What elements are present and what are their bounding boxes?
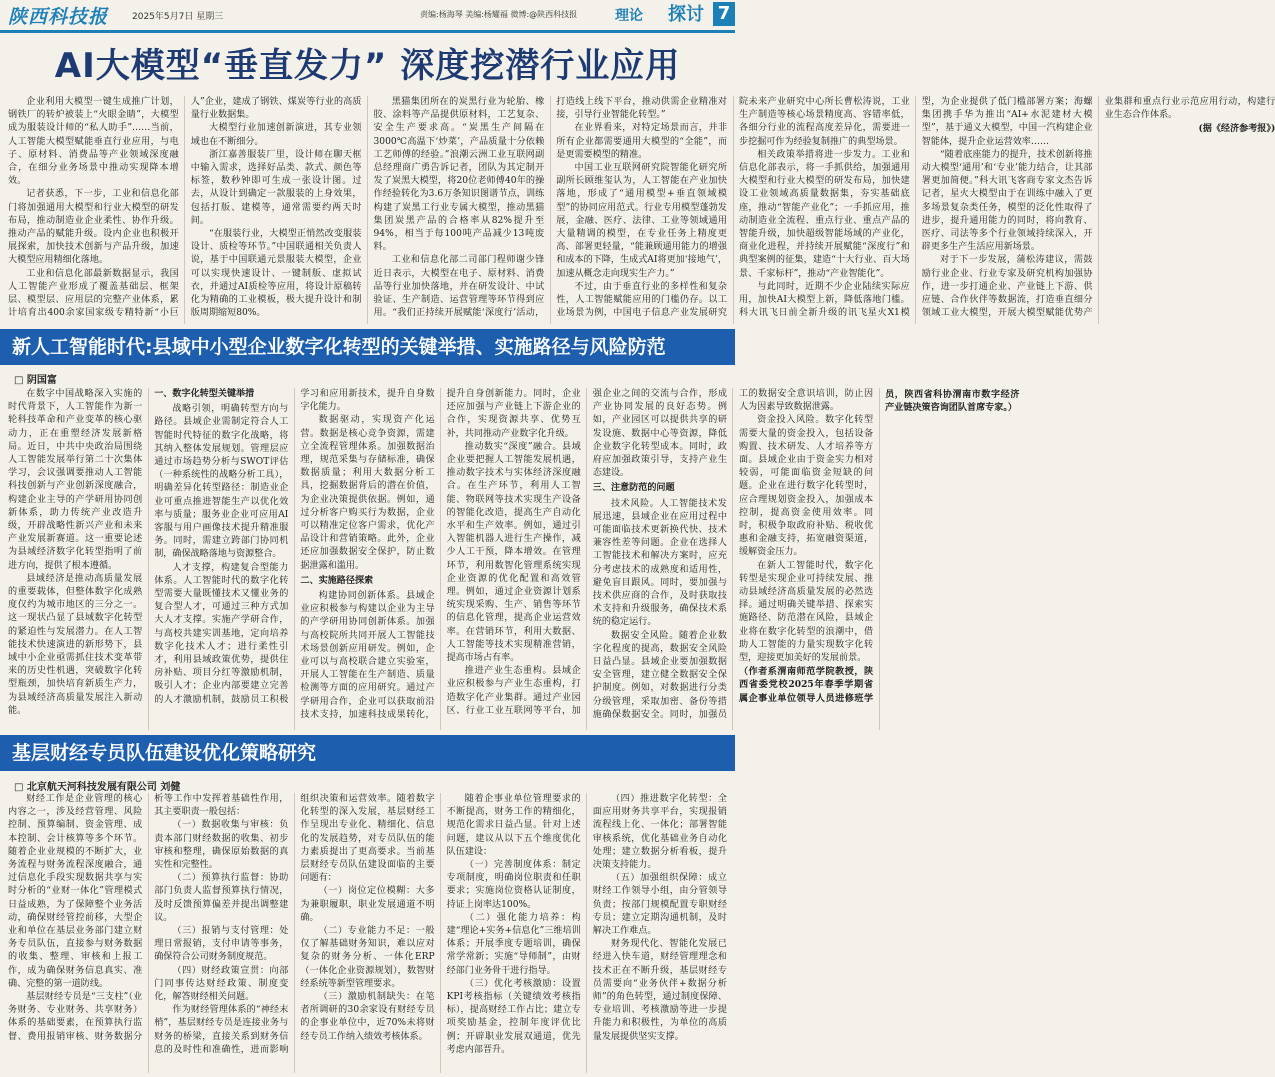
paragraph: 技术风险。人工智能技术发展迅速，县域企业在应用过程中可能面临技术更新换代快、技术兼容性差等问题。企业在选择人工智能技术和解决方案时，应充分考虑技术的成熟度和适用性，避免盲目跟风。同时，要加强与技术供应商的合作，及时获取技术支持和升级服务，确保技术系统的稳定运行。 xyxy=(592,498,727,628)
paragraph: 人才支撑，构建复合型能力体系。人工智能时代的数字化转型需要大量既懂技术又懂业务的复合型人才，可通过三种方式加大人才支撑。实施产学研合作，与高校共建实训基地，定向培养数字化技术人才；进行柔性引才，利用县域政策优势，提供住房补贴、项目分红等激励机制，吸引人才；企业内部要建立完善的人才激励机制，鼓励员工积极学习和应用新技术，提升自身数字化能力。 xyxy=(154,389,435,705)
paragraph: 不过，由于垂直行业的多样性和复杂性，人工智能赋能应用的门槛仍存。以工业场景为例，中国电子信息产业发展研究院未来产业研究中心所长曹松涛说，工业生产制造等核心场景精度高、容错率低，各细分行业的流程高度差异化，需要进一步挖掘可作为经验复制推广的典型场景。 xyxy=(556,97,910,319)
paragraph: “在服装行业，大模型正悄然改变服装设计、质检等环节。”中国联通相关负责人说，基于中国联通元景服装大模型，企业可以实现快速设计、一键制版、虚拟试衣，并通过AI质检等应用，将设计原稿转化为精确的工业模板，极大提升设计和制版周期缩短80%。 xyxy=(190,229,362,319)
newspaper-logo: 陕西科技报 xyxy=(8,6,109,28)
paragraph: 战略引领，明确转型方向与路径。县域企业需制定符合人工智能时代特征的数字化战略，将其纳入整体发展规划。管理层应通过市场趋势分析与SWOT评估（一种系统性的战略分析工具），明确差异化转型路径：制造业企业可重点推进智能生产以优化效率与质量；服务业企业可应用AI客服与用户画像技术提升精准服务。同时，需建立跨部门协同机制，确保战略落地与资源整合。 xyxy=(154,404,289,560)
editor-credits: 责编:杨海琴 美编:杨耀福 微博:@陕西科技报 xyxy=(420,10,578,19)
paragraph: 推进产业生态重构。县域企业应积极参与产业生态重构，打造数字化产业集群。通过产业园区、行业工业互联网等平台，加强企业之间的交流与合作，形成产业协同发展的良好态势。例如，产业园区可以提供共享的研发设施、数据中心等资源，降低企业数字化转型成本。同时，政府应加强政策引导，支持产业生态建设。 xyxy=(446,389,727,716)
section-heading: 一、数字化转型关键举措 xyxy=(154,389,255,399)
paragraph: 财务现代化、智能化发展已经进入快车道，财经管理理念和技术正在不断升级，基层财经专员需要向“业务伙伴+数据分析师”的角色转型，通过制度保障、专业培训、考核激励等进一步提升能力和积极性，为单位的高质量发展提供坚实支撑。 xyxy=(592,939,727,1042)
paragraph: 记者获悉，下一步，工业和信息化部门将加强通用大模型和行业大模型的研发布局，推动制造业企业柔性、协作升级。推动产品的赋能升级。设内企业也积极开展探索，加快技术创新与产品升级，加速大模型应用精细化落地。 xyxy=(8,189,179,266)
paragraph: 构建协同创新体系。县域企业应积极参与构建以企业为主导的产学研用协同创新体系。加强与高校院所共同开展人工智能技术场景创新应用研发。例如，企业可以与高校联合建立实验室，开展人工智能在生产制造、质量检测等方面的应用研究。通过产学研用合作，企业可以获取前沿技术支持，加速科技成果转化，提升自身创新能力。同时，企业还应加强与产业链上下游企业的合作，实现资源共享、优势互补，共同推动产业数字化升级。 xyxy=(300,389,581,720)
issue-date: 2025年5月7日 星期三 xyxy=(132,12,224,22)
paragraph: 工业和信息化部最新数据显示，我国人工智能产业形成了覆盖基础层、框架层、模型层、应用层的完整产业体系，累计培育出400余家国家级专精特新“小巨人”企业，建成了钢铁、煤炭等行业的高质量行业数据集。 xyxy=(8,97,362,319)
paragraph: （三）优化考核激励：设置KPI考核指标（关键绩效考核指标），提高财经工作占比；建立专项奖励基金，控制年度评优比例；开辟职业发展双通道，优先考虑内部晋升。 xyxy=(446,978,581,1055)
paragraph: （五）加强组织保障：成立财经工作领导小组，由分管领导负责；按部门规模配置专职财经专员；建立定期沟通机制，及时解决工作难点。 xyxy=(592,873,727,937)
paragraph: 作为财经管理体系的“神经末梢”，基层财经专员是连接业务与财务的桥梁，直接关系到财务信息的及时性和准确性，进而影响组织决策和运营效率。随着数字化转型的深入发展，基层财经工作呈现出专业化、精细化、信息化的发展趋势，对专员队伍的能力素质提出了更高要求。当前基层财经专员队伍建设面临的主要问题有： xyxy=(154,794,435,1055)
paragraph: 对于下一步发展，蒲松涛建议，需鼓励行业企业、行业专家及研究机构加强协作，进一步打通企业、产业链上下游、供应链、合作伙伴等数据流，打造垂直细分领域工业大模型，开展大模型赋能优势产业集群和重点行业示范应用行动，构建行业生态合作体系。 xyxy=(921,97,1275,319)
masthead xyxy=(0,0,735,30)
paragraph: 中国工业互联网研究院智能化研究所副所长顾维玺认为，人工智能在产业加快落地，形成了“通用模型+垂直领域模型”的协同应用范式。行业专用模型蓬勃发展，金融、医疗、法律、工业等领域通用大量精调的模型，在专业任务上精度更高、部署更轻量，“能兼顾通用能力的增强和成本的下降，生成式AI将更加‘接地气’，加速从概念走向现实生产力。” xyxy=(556,163,727,279)
paragraph: 在数字中国战略深入实施的时代背景下，人工智能作为新一轮科技革命和产业变革的核心驱动力，正在重塑经济发展新格局。近日，中共中央政治局围绕人工智能发展举行第二十次集体学习，会议强调要推动人工智能科技创新与产业创新深度融合，构建企业主导的产学研用协同创新体系，助力传统产业改造升级，开辟战略性新兴产业和未来产业发展新赛道。这一重要论述为县域经济数字化转型指明了前进方向，提供了根本遵循。 xyxy=(8,389,143,571)
paragraph: 县域经济是推动高质量发展的重要载体，但整体数字化成熟度仅约为城市地区的三分之一。这一现状凸显了县域数字化转型的紧迫性与发展潜力。在人工智能技术快速演进的新形势下，县域中小企业亟需抓住技术变革带来的历史性机遇，突破数字化转型瓶颈，加快培育新质生产力，为县域经济高质量发展注入新动能。 xyxy=(8,573,143,716)
paragraph: （三）激励机制缺失：在笔者所调研的30余家设有财经专员的企事业单位中，近70%未将财经专员工作纳入绩效考核体系。 xyxy=(300,992,435,1042)
section-label: 理论 xyxy=(615,8,643,24)
paragraph: （一）数据收集与审核：负责本部门财经数据的收集、初步审核和整理，确保原始数据的真实性和完整性。 xyxy=(154,820,289,871)
article-attribution: (据《经济参考报》) xyxy=(1198,123,1275,135)
paragraph: 财经工作是企业管理的核心内容之一，涉及经营管理、风险控制、预算编制、资金管理、成本控制、会计核算等多个环节。随着企业业规模的不断扩大，业务流程与财务流程深度融合，通过信息化手段实现数据共享与实时分析的“业财一体化”管理模式日益成熟，为了保障整个业务活动，确保财经管控前移，大型企业和单位在基层业务部门建立财务专员队伍，直接参与财务数据的收集、整理、审核和上报工作，成为确保财务信息真实、准确、完整的第一道防线。 xyxy=(8,794,143,989)
paragraph: 随着企事业单位管理要求的不断提高，财务工作的精细化，规范化需求日益凸显。针对上述问题，建议从以下五个维度优化队伍建设： xyxy=(446,794,581,857)
paragraph: 在业界看来，对特定场景而言，并非所有企业都需要通用大模型的“全能”，而是更需要模型的精准。 xyxy=(556,123,727,160)
paragraph: 工业和信息化部二司部门程师谢少锋近日表示，大模型在电子、原材料、消费品等行业加快落地，并在研发设计、中试验证、生产制造、运营管理等环节得到应用。“我们正持续开展赋能‘深度行’活动，打造线上线下平台，推动供需企业精准对接，引导行业智能化转型。” xyxy=(373,97,727,319)
paragraph: 黑猫集团所在的炭黑行业为轮胎、橡胶、涂料等产品提供原材料，工艺复杂、安全生产要求高。“炭黑生产间隔在3000℃高温下‘炒菜’，产品质量十分依赖工艺师傅的经验。”浪潮云洲工业互联网副总经理商广勇告诉记者，团队为其定制开发了炭黑大模型，将20位老师傅40年的操作经验转化为3.6万条知识图谱节点，训练构建了炭黑工行业专属大模型，推动黑猫集团炭黑产品的合格率从82%提升至94%，相当于每100吨产品减少13吨废料。 xyxy=(373,97,545,253)
paragraph: 大模型行业加速创新演进，其专业领域也在不断细分。 xyxy=(190,123,362,147)
section-heading: 二、实施路径探索 xyxy=(300,575,374,586)
paragraph: 基层财经专员是“三支柱”（业务财务、专业财务、共享财务）体系的基础要素，在预算执行监督、费用报销审核、财务数据分析等工作中发挥着基础性作用，其主要职责一般包括： xyxy=(8,794,289,1042)
paragraph: 企业利用大模型一键生成推广计划，钢铁厂的转炉被装上“火眼金睛”，大模型成为服装设计师的“私人助手”……当前，人工智能大模型赋能垂直行业应用，与电子、原材料、消费品等产业领域深度融合，在细分业务场景中推动实现降本增效。 xyxy=(8,97,179,187)
paragraph: （二）强化能力培养：构建“理论+实务+信息化”三维培训体系；开展季度专题培训，确保常学常新；实施“导师制”，由财经部门业务骨干进行指导。 xyxy=(446,912,581,976)
paragraph: （四）财经政策宣贯：向部门同事传达财经政策、制度变化，解答财经相关问题。 xyxy=(154,965,289,1003)
author-note: （作者系渭南师范学院教授，陕西省委党校2025年春季学期省属企事业单位领导人员进修班学员，陕西省科协渭南市数字经济产业链决策咨询团队首席专家。） xyxy=(738,389,1020,704)
article-byline: □ 阴国富 xyxy=(14,375,57,386)
article-title-banner: 新人工智能时代:县域中小型企业数字化转型的关键举措、实施路径与风险防范 xyxy=(0,329,735,365)
page-number: 7 xyxy=(713,2,735,26)
article-county-digital xyxy=(8,388,1020,730)
section-label-secondary: 探讨 xyxy=(668,4,704,25)
paragraph: 浙江嘉善服装厂里，设计师在聊天框中输入需求，选择好品类、款式、颜色等标签，数秒钟即可生成一张设计图。过去，从设计到确定一款服装的上身效果，包括打版、建模等，通常需要约两天时间。 xyxy=(190,149,362,226)
main-headline: AI大模型“垂直发力” 深度挖潜行业应用 xyxy=(54,46,681,86)
paragraph: （二）预算执行监督：协助部门负责人监督预算执行情况，及时反馈预算偏差并提出调整建议。 xyxy=(154,873,289,923)
paragraph: 相关政策举措将进一步发力。工业和信息化部表示，将一手抓供给，加强通用大模型和行业大模型的研发布局，加快建设工业领域高质量数据集，夯实基础底座，推动“智能产业化”；一手抓应用，推动制造业全流程、重点行业、重点产品的智能升级，加快超级智能场域的产业化，商业化进程，并持续开展赋能“深度行”和典型案例的征集，建造“十大行业、百大场景、千家标杆”，推动“产业智能化”。 xyxy=(739,149,910,279)
section-heading: 三、注意防范的问题 xyxy=(592,483,675,494)
article-title-banner: 基层财经专员队伍建设优化策略研究 xyxy=(0,735,735,771)
paragraph: 推动数实“深度”融合。县域企业要把握人工智能发展机遇，推动数字技术与实体经济深度融合。在生产环节，利用人工智能、物联网等技术实现生产设备的智能化改造，提高生产自动化水平和生产效率。例如，通过引入智能机器人进行生产操作，减少人工干预，降本增效。在管理环节，利用数智化管理系统实现企业资源的优化配置和高效管理。例如，通过企业资源计划系统实现采购、生产、销售等环节的信息化管理，提高企业运营效率。在营销环节，利用大数据、人工智能等技术实现精准营销，提高市场占有率。 xyxy=(446,441,581,664)
masthead-rule xyxy=(0,30,735,33)
paragraph: 数据驱动，实现资产化运营。数据是核心竞争资源，需建立全流程管理体系。加强数据治理，规范采集与存储标准，确保数据质量；利用大数据分析工具，挖掘数据背后的潜在价值，为企业决策提供依据。例如，通过分析客户购买行为数据，企业可以精准定位客户需求，优化产品设计和营销策略。此外，企业还应加强数据安全保护，防止数据泄露和滥用。 xyxy=(300,415,435,571)
paragraph: “随着底座能力的提升，技术创新将推动大模型‘通用’和‘专业’能力结合，让其部署更加简便。”科大讯飞客商专家文杰告诉记者，星火大模型由于在训练中融入了更多场景复杂类任务，模型的泛化性取得了进步，提升通用能力的同时，将向教育、医疗、司法等多个行业领域持续深入，开辟更多生产生活应用新场景。 xyxy=(921,149,1093,253)
paragraph: （一）完善制度体系：制定专项制度，明确岗位职责和任职要求；实施岗位资格认证制度，持证上岗率达100%。 xyxy=(446,860,581,910)
article-byline: □ 北京航天河科技发展有限公司 刘健 xyxy=(14,782,181,793)
paragraph: 在新人工智能时代，数字化转型是实现企业可持续发展、推动县域经济高质量发展的必然选择。通过明确关键举措、探索实施路径、防范潜在风险，县域企业将在数字化转型的浪潮中，借助人工智能的力量实现数字化转型，迎接更加美好的发展前景。 xyxy=(738,560,874,664)
paragraph: （二）专业能力不足：一般仅了解基础财务知识，难以应对复杂的财务分析、一体化ERP（一体化企业资源规划），数智财经系统等新型管理要求。 xyxy=(300,926,435,989)
paragraph: （四）推进数字化转型：全面应用财务共享平台，实现报销流程线上化、一体化；部署智能审核系统，优化基础业务自动化处理；建立数据分析看板，提升决策支持能力。 xyxy=(592,794,727,871)
article-ai-models xyxy=(8,96,1275,324)
paragraph: 与此同时，近期不少企业陆续实际应用，加快AI大模型上新，降低落地门槛。科大讯飞日前全新升级的讯飞星火X1模型，为企业提供了低门槛部署方案；海螺集团携手华为推出“AI+水泥建材大模型”，基于通义大模型，中国一汽构建企业智能体，提升企业运营效率…… xyxy=(739,97,1093,319)
paragraph: 数据安全风险。随着企业数字化程度的提高，数据安全风险日益凸显。县域企业要加强数据安全管理，建立健全数据安全保护制度。例如，对数据进行分类分级管理，采取加密、备份等措施确保数据安全。同时，加强员工的数据安全意识培训，防止因人为因素导致数据泄露。 xyxy=(592,389,874,720)
paragraph: （三）报销与支付管理：处理日常报销，支付申请等事务，确保符合公司财务制度规范。 xyxy=(154,926,289,963)
article-finance-staff xyxy=(8,793,727,1073)
paragraph: 资金投入风险。数字化转型需要大量的资金投入，包括设备购置、技术研发、人才培养等方面。县域企业由于资金实力相对较弱，可能面临资金短缺的问题。企业在进行数字化转型时，应合理规划资金投入，加强成本控制，提高资金使用效率。同时，积极争取政府补贴、税收优惠和金融支持，拓宽融资渠道，缓解资金压力。 xyxy=(738,415,874,558)
paragraph: （一）岗位定位模糊：大多为兼职履职，职业发展通道不明确。 xyxy=(300,886,435,923)
